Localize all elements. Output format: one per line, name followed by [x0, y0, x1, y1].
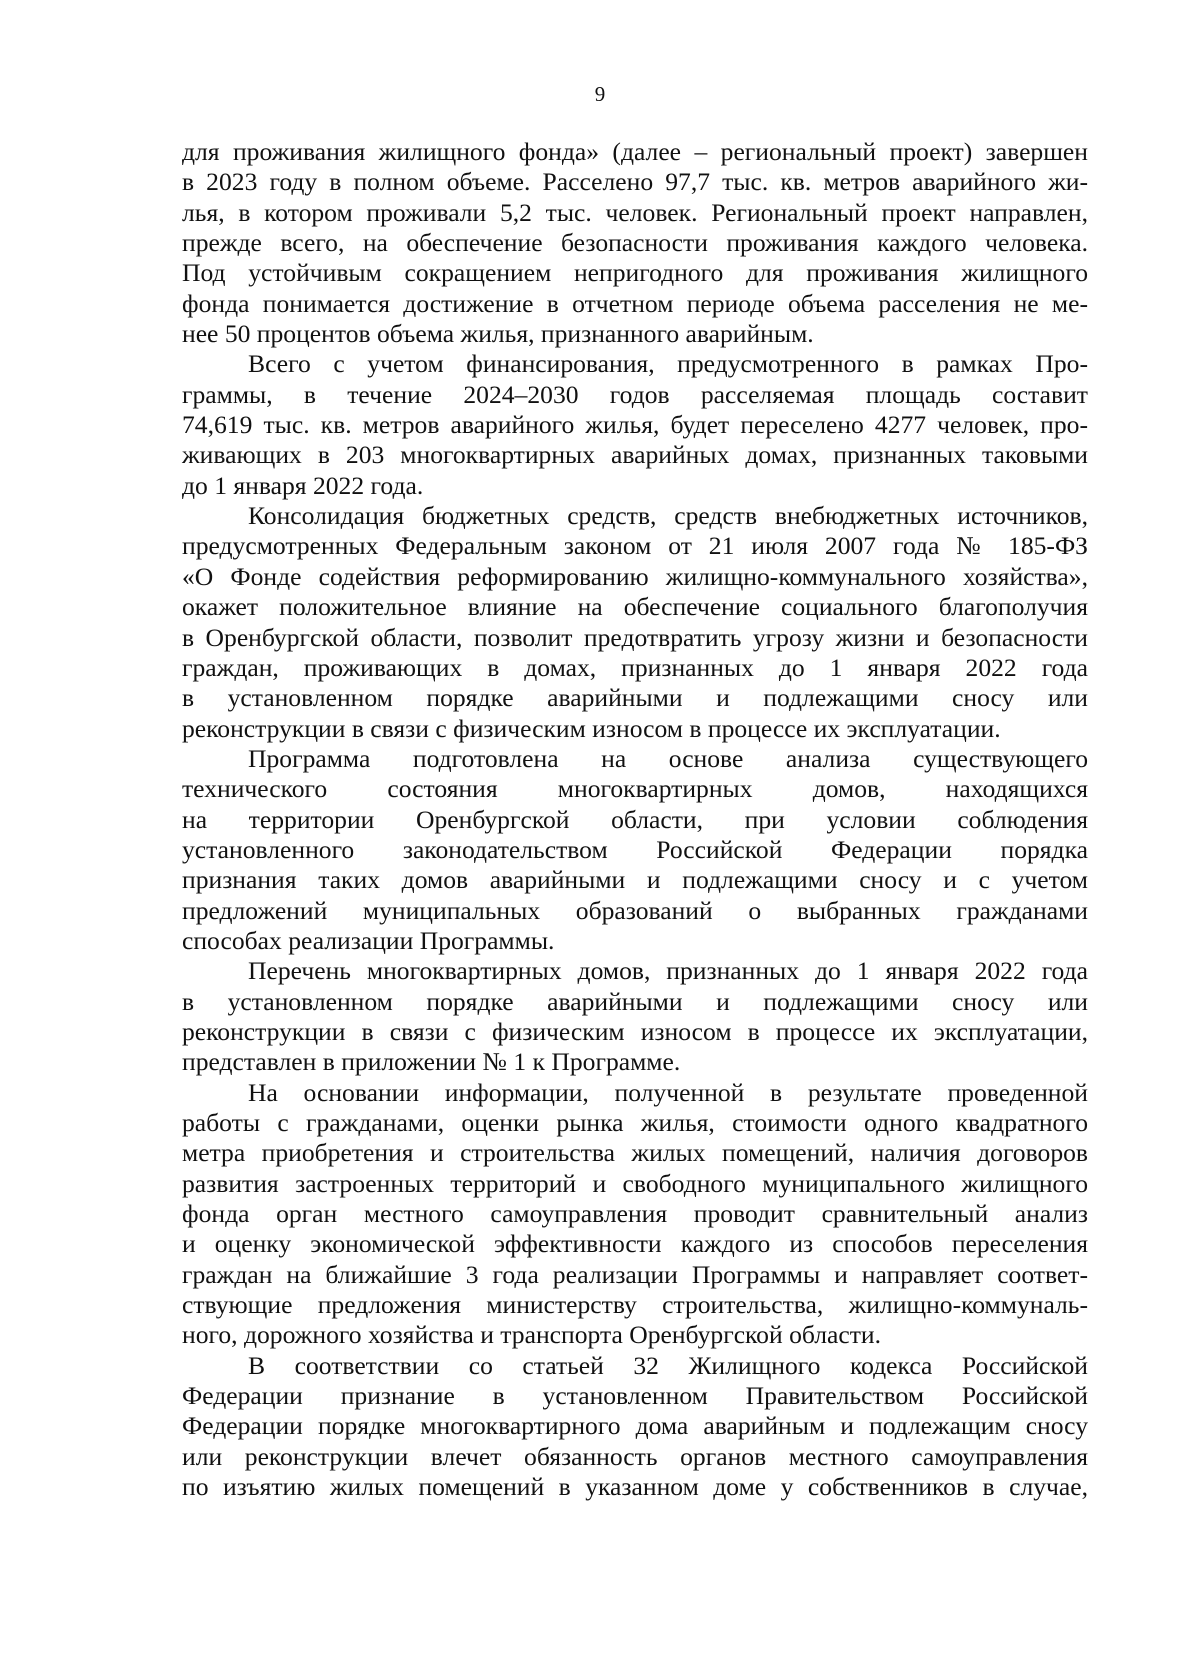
- text-line: работы с гражданами, оценки рынка жилья, стоимости одного квадратного: [182, 1108, 1088, 1137]
- text-line: 74,619 тыс. кв. метров аварийного жилья, будет переселено 4277 человек, про-: [182, 410, 1088, 440]
- text-line: фонда понимается достижение в отчетном периоде объема расселения не ме-: [182, 288, 1088, 318]
- text-line: способах реализации Программы.: [182, 925, 555, 955]
- text-line: признания таких домов аварийными и подлежащими сносу и с учетом: [182, 865, 1088, 895]
- body-text: [182, 137, 1088, 1502]
- text-line: фонда орган местного самоуправления проводит сравнительный анализ: [182, 1199, 1088, 1229]
- page-number: 9: [594, 82, 606, 106]
- text-line: предложений муниципальных образований о выбранных гражданами: [182, 895, 1088, 925]
- text-line: Перечень многоквартирных домов, признанных до 1 января 2022 года: [248, 956, 1088, 986]
- text-line: «О Фонде содействия реформированию жилищно-коммунального хозяйства»,: [182, 561, 1088, 591]
- text-line: по изъятию жилых помещений в указанном доме у собственников в случае,: [182, 1472, 1088, 1502]
- text-line: ствующие предложения министерству строительства, жилищно-коммуналь-: [182, 1290, 1088, 1320]
- text-line: в 2023 году в полном объеме. Расселено 97,7 тыс. кв. метров аварийного жи-: [182, 167, 1088, 197]
- text-line: граждан на ближайшие 3 года реализации Программы и направляет соответ-: [182, 1259, 1088, 1289]
- text-line: лья, в котором проживали 5,2 тыс. человек. Региональный проект направлен,: [182, 197, 1088, 227]
- text-line: Всего с учетом финансирования, предусмотренного в рамках Про-: [248, 349, 1088, 379]
- text-line: ного, дорожного хозяйства и транспорта Оренбургской области.: [182, 1320, 882, 1350]
- text-line: Консолидация бюджетных средств, средств внебюджетных источников,: [248, 501, 1088, 531]
- text-line: нее 50 процентов объема жилья, признанного аварийным.: [182, 319, 814, 349]
- text-line: реконструкции в связи с физическим износом в процессе их эксплуатации,: [182, 1016, 1088, 1046]
- text-line: на территории Оренбургской области, при условии соблюдения: [182, 804, 1088, 834]
- text-line: в установленном порядке аварийными и подлежащими сносу или: [182, 986, 1088, 1016]
- text-line: живающих в 203 многоквартирных аварийных домах, признанных таковыми: [182, 440, 1088, 470]
- text-line: прежде всего, на обеспечение безопасности проживания каждого человека.: [182, 228, 1088, 258]
- text-line: Федерации порядке многоквартирного дома аварийным и подлежащим сносу: [182, 1411, 1088, 1441]
- text-line: метра приобретения и строительства жилых помещений, наличия договоров: [182, 1138, 1088, 1168]
- text-line: развития застроенных территорий и свободного муниципального жилищного: [182, 1168, 1088, 1198]
- text-line: в установленном порядке аварийными и подлежащими сносу или: [182, 683, 1088, 713]
- text-line: Под устойчивым сокращением непригодного для проживания жилищного: [182, 258, 1088, 288]
- text-line: граждан, проживающих в домах, признанных до 1 января 2022 года: [182, 652, 1088, 682]
- text-line: предусмотренных Федеральным законом от 21 июля 2007 года № 185-ФЗ: [182, 531, 1088, 561]
- text-line: представлен в приложении № 1 к Программе.: [182, 1047, 681, 1077]
- text-line: На основании информации, полученной в результате проведенной: [248, 1077, 1088, 1107]
- text-line: или реконструкции влечет обязанность органов местного самоуправления: [182, 1441, 1088, 1471]
- text-line: Федерации признание в установленном Правительством Российской: [182, 1381, 1088, 1411]
- text-line: в Оренбургской области, позволит предотвратить угрозу жизни и безопасности: [182, 622, 1088, 652]
- text-line: В соответствии со статьей 32 Жилищного кодекса Российской: [248, 1350, 1088, 1380]
- text-line: установленного законодательством Российской Федерации порядка: [182, 834, 1088, 864]
- text-line: для проживания жилищного фонда» (далее – региональный проект) завершен: [182, 137, 1088, 166]
- text-line: реконструкции в связи с физическим износом в процессе их эксплуатации.: [182, 713, 1001, 743]
- text-line: технического состояния многоквартирных домов, находящихся: [182, 774, 1088, 804]
- text-line: окажет положительное влияние на обеспечение социального благополучия: [182, 592, 1088, 622]
- text-line: до 1 января 2022 года.: [182, 470, 424, 500]
- text-line: и оценку экономической эффективности каждого из способов переселения: [182, 1229, 1088, 1259]
- text-line: Программа подготовлена на основе анализа существующего: [248, 743, 1088, 773]
- text-line: граммы, в течение 2024–2030 годов расселяемая площадь составит: [182, 379, 1088, 409]
